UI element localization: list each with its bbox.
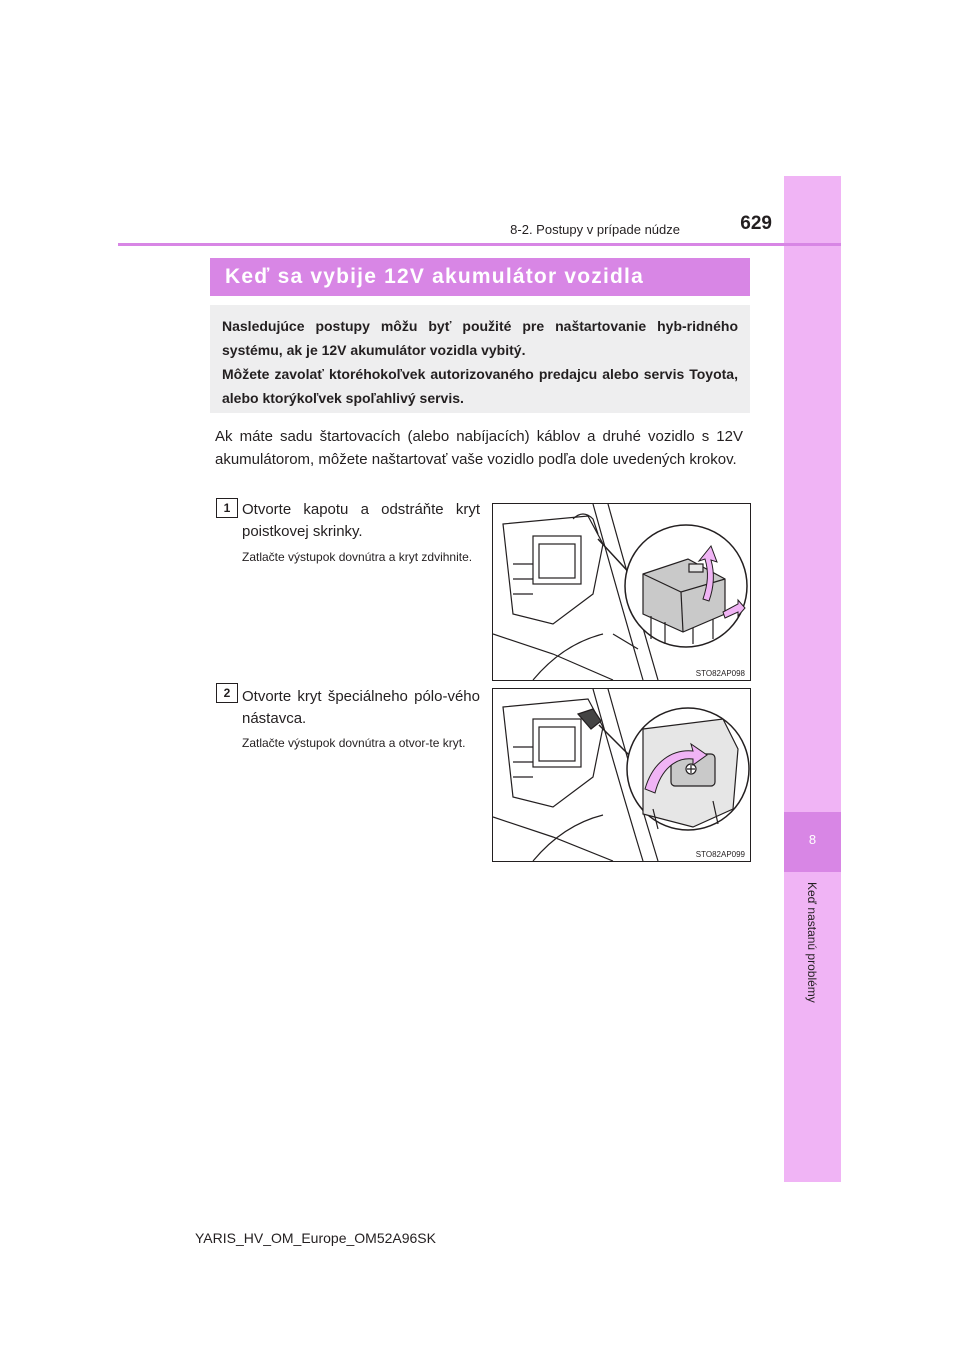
fuse-box-illustration	[493, 504, 750, 680]
figure-2-code: STO82AP099	[695, 850, 745, 859]
chapter-number: 8	[808, 832, 817, 847]
step-1-note: Zatlačte výstupok dovnútra a kryt zdvihnite.	[242, 550, 473, 564]
page-title: Keď sa vybije 12V akumulátor vozidla	[210, 258, 750, 296]
section-heading: 8-2. Postupy v prípade núdze	[510, 222, 680, 237]
intro-box	[210, 305, 750, 413]
step-1-title: Otvorte kapotu a odstráňte kryt poistkovej skrinky.	[242, 501, 480, 540]
terminal-cover-illustration	[493, 689, 750, 861]
figure-terminal-cover	[492, 688, 751, 862]
header-rule	[118, 243, 841, 246]
step-1-badge: 1	[216, 498, 238, 518]
chapter-label: Keď nastanú problémy	[805, 882, 819, 1003]
body-paragraph	[215, 425, 743, 471]
intro-line-2: Môžete zavolať ktoréhokoľvek autorizovaného predajcu alebo servis Toyota, alebo ktorýkoľvek spoľahlivý servis.	[222, 366, 738, 406]
step-2-badge: 2	[216, 683, 238, 703]
body-text: Ak máte sadu štartovacích (alebo nabíjacích) káblov a druhé vozidlo s 12V akumulátorom, môžete naštartovať vaše vozidlo podľa dole uvedených krokov.	[215, 428, 743, 468]
figure-1-code: STO82AP098	[695, 669, 745, 678]
step-2-title: Otvorte kryt špeciálneho pólo-vého nástavca.	[242, 688, 480, 727]
page-number: 629	[740, 213, 772, 234]
document-code-footer: YARIS_HV_OM_Europe_OM52A96SK	[195, 1230, 436, 1246]
intro-line-1: Nasledujúce postupy môžu byť použité pre naštartovanie hyb-ridného systému, ak je 12V akumulátor vozidla vybitý.	[222, 318, 738, 358]
figure-fuse-box	[492, 503, 751, 681]
step-2-note: Zatlačte výstupok dovnútra a otvor-te kryt.	[242, 736, 466, 750]
